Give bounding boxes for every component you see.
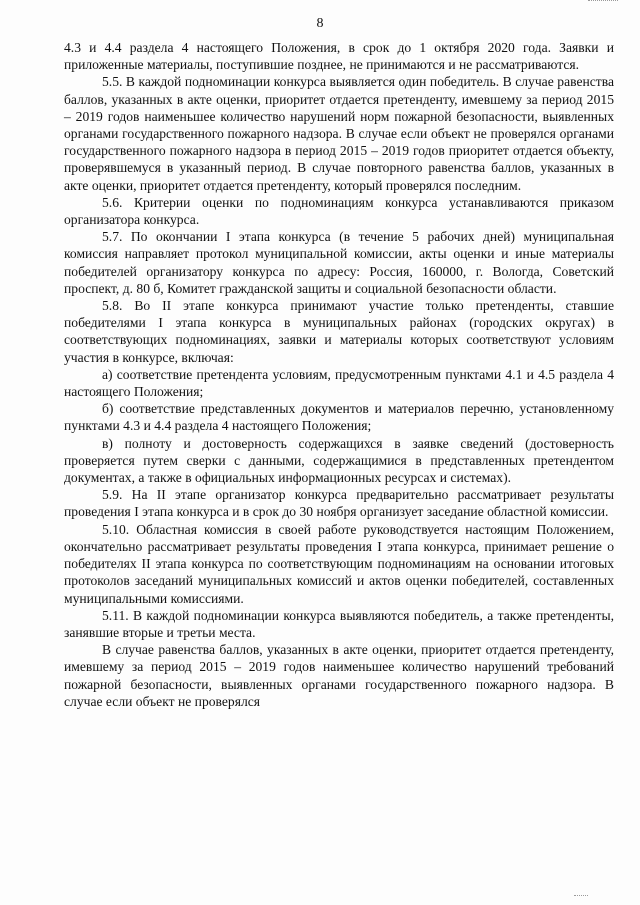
paragraph-5-8-v: в) полноту и достоверность содержащихся в заявке сведений (достоверность проверяется путем сверки с данными, содержащимися в представленных претендентом документах, а также в официальных информационных ресурсах и системах). xyxy=(64,435,614,486)
paragraph-5-8-b: б) соответствие представленных документов и материалов перечню, установленному пунктами 4.3 и 4.4 раздела 4 настоящего Положения; xyxy=(64,401,614,434)
document-body xyxy=(64,39,614,710)
paragraph-5-11: 5.11. В каждой подноминации конкурса выявляются победитель, а также претенденты, занявшие вторые и третьи места. xyxy=(64,607,614,640)
paragraph-5-10: 5.10. Областная комиссия в своей работе руководствуется настоящим Положением, окончательно рассматривает результаты проведения I этапа конкурса, принимает решение о победителях II этапа конкурса по соответствующим подноминациям на основании итоговых протоколов заседаний муниципальных комиссий и актов оценки победителей, составленных муниципальными комиссиями. xyxy=(64,521,614,606)
page-number: 8 xyxy=(316,16,324,31)
paragraph-5-5: 5.5. В каждой подноминации конкурса выявляется один победитель. В случае равенства баллов, указанных в акте оценки, приоритет отдается претенденту, имевшему за период 2015 – 2019 годов наименьшее количество нарушений норм пожарной безопасности, выявленных органами государственного пожарного надзора. В случае если объект не проверялся органами государственного пожарного надзора в период 2015 – 2019 годов приоритет отдается объекту, проверявшемуся в указанный период. В случае повторного равенства баллов, указанных в акте оценки, приоритет отдается претенденту, который проверялся последним. xyxy=(64,74,614,193)
paragraph-5-6: 5.6. Критерии оценки по подноминациям конкурса устанавливаются приказом организатора конкурса. xyxy=(64,194,614,228)
paragraph-5-9: 5.9. На II этапе организатор конкурса предварительно рассматривает результаты проведения I этапа конкурса и в срок до 30 ноября организует заседание областной комиссии. xyxy=(64,487,614,520)
paragraph-5-8: 5.8. Во II этапе конкурса принимают участие только претенденты, ставшие победителями I этапа конкурса в муниципальных районах (городских округах) в соответствующих подноминациях, заявки и материалы которых соответствуют условиям участия в конкурсе, включая: xyxy=(64,298,614,365)
scan-mark-bottom xyxy=(574,895,588,899)
paragraph-5-7: 5.7. По окончании I этапа конкурса (в течение 5 рабочих дней) муниципальная комиссия направляет протокол муниципальной комиссии, акты оценки и иные материалы победителей организатору конкурса по адресу: Россия, 160000, г. Вологда, Советский проспект, д. 80 б, Комитет гражданской защиты и социальной безопасности области. xyxy=(64,229,614,296)
paragraph-continuation: 4.3 и 4.4 раздела 4 настоящего Положения, в срок до 1 октября 2020 года. Заявки и приложенные материалы, поступившие позднее, не принимаются и не рассматриваются. xyxy=(64,40,614,73)
paragraph-5-8-a: а) соответствие претендента условиям, предусмотренным пунктами 4.1 и 4.5 раздела 4 настоящего Положения; xyxy=(64,366,614,400)
scan-mark-top xyxy=(588,0,618,5)
paragraph-tie-rule: В случае равенства баллов, указанных в акте оценки, приоритет отдается претенденту, имевшему за период 2015 – 2019 годов наименьшее количество нарушений требований пожарной безопасности, выявленных органами государственного пожарного надзора. В случае если объект не проверялся xyxy=(64,642,614,709)
